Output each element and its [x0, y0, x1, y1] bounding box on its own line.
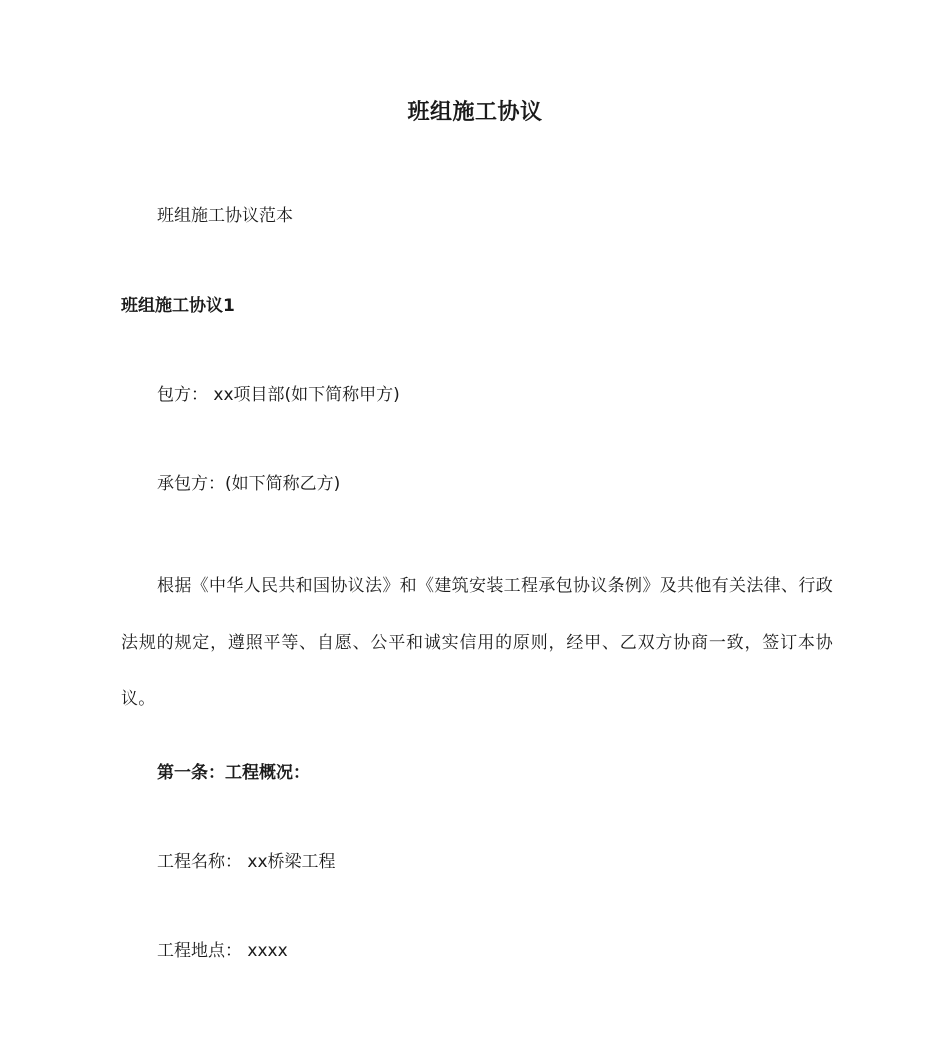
article-1-heading: 第一条：工程概况：: [157, 763, 310, 783]
section-heading: 班组施工协议1: [121, 296, 235, 316]
document-subtitle: 班组施工协议范本: [157, 206, 293, 226]
contractor-line: 包方： xx项目部(如下简称甲方): [157, 385, 400, 405]
document-title: 班组施工协议: [407, 100, 543, 125]
project-location-line: 工程地点： xxxx: [157, 941, 288, 961]
subcontractor-line: 承包方：(如下简称乙方): [157, 474, 341, 494]
preamble-paragraph: 根据《中华人民共和国协议法》和《建筑安装工程承包协议条例》及共他有关法律、行政法规的规定，遵照平等、自愿、公平和诚实信用的原则，经甲、乙双方协商一致，签订本协议。: [121, 576, 833, 709]
project-name-line: 工程名称： xx桥梁工程: [157, 852, 336, 872]
